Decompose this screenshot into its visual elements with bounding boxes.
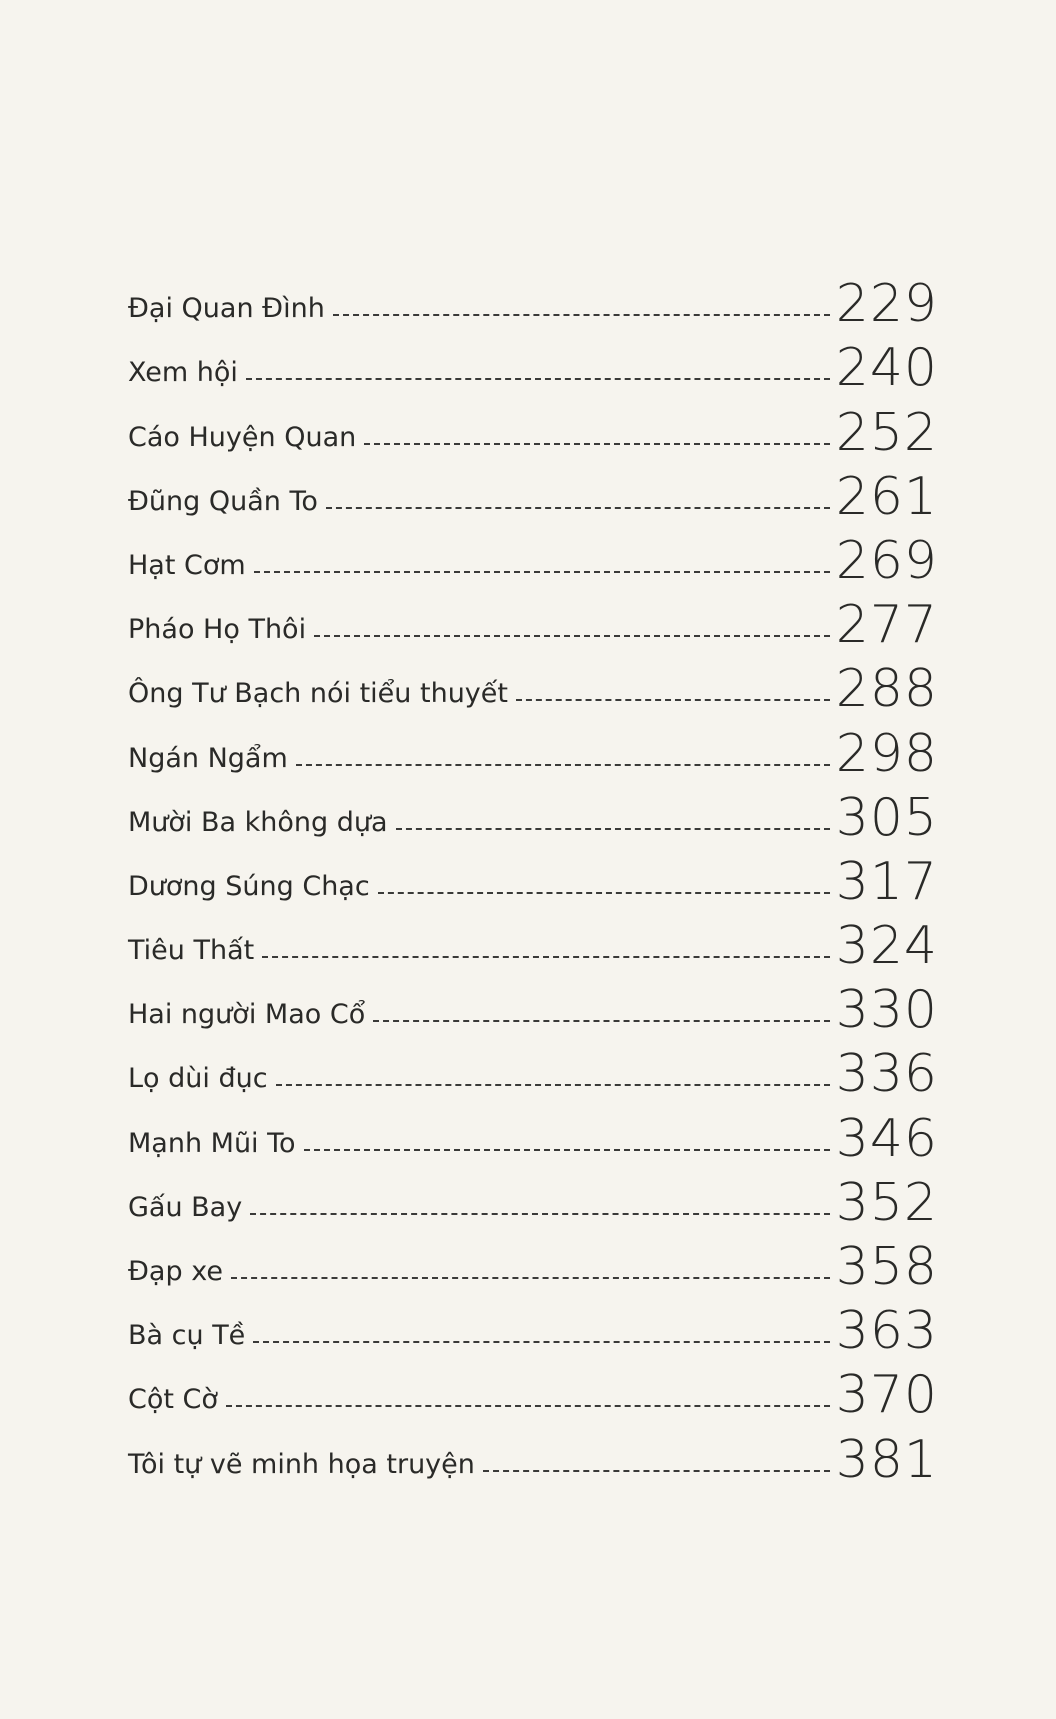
toc-entry-title: Đũng Quần To — [128, 485, 318, 517]
toc-leader-dashes — [296, 764, 830, 766]
toc-entry-page-number: 229 — [835, 274, 938, 335]
toc-entry — [128, 1102, 938, 1169]
toc-entry-page-number: 261 — [835, 466, 938, 527]
toc-entry-page-number: 363 — [835, 1301, 938, 1362]
toc-entry-page-number: 252 — [835, 402, 938, 463]
toc-leader-dashes — [333, 314, 830, 316]
toc-entry-title: Đại Quan Đình — [128, 293, 325, 325]
toc-entry — [128, 332, 938, 399]
toc-leader-dashes — [364, 443, 830, 445]
toc-entry-page-number: 381 — [835, 1429, 938, 1490]
toc-entry-title: Đạp xe — [128, 1256, 223, 1287]
toc-entry-page-number: 346 — [835, 1108, 938, 1169]
toc-entry — [128, 461, 938, 525]
toc-entry-title: Hạt Cơm — [128, 549, 246, 581]
toc-leader-dashes — [250, 1213, 830, 1215]
toc-leader-dashes — [378, 892, 830, 894]
table-of-contents — [128, 268, 938, 1488]
toc-entry-page-number: 352 — [835, 1172, 938, 1233]
toc-entry-title: Cột Cờ — [128, 1384, 218, 1416]
toc-entry-title: Ông Tư Bạch nói tiểu thuyết — [128, 678, 508, 710]
toc-entry-page-number: 305 — [835, 787, 938, 848]
toc-entry-page-number: 324 — [835, 916, 938, 977]
toc-entry-title: Hai người Mao Cổ — [128, 999, 366, 1031]
toc-entry-title: Gấu Bay — [128, 1191, 243, 1223]
toc-leader-dashes — [516, 699, 830, 701]
toc-entry-page-number: 240 — [835, 338, 938, 399]
toc-entry — [128, 910, 938, 977]
toc-entry — [128, 396, 938, 463]
toc-leader-dashes — [276, 1084, 830, 1086]
toc-entry-page-number: 288 — [835, 659, 938, 720]
toc-entry — [128, 525, 938, 589]
toc-entry-title: Mạnh Mũi To — [128, 1127, 296, 1159]
toc-entry-page-number: 330 — [835, 980, 938, 1041]
toc-entry — [128, 782, 938, 846]
toc-entry — [128, 717, 938, 784]
toc-entry — [128, 589, 938, 656]
toc-entry-page-number: 336 — [835, 1044, 938, 1105]
toc-entry — [128, 653, 938, 720]
toc-leader-dashes — [262, 956, 830, 958]
toc-entry — [128, 268, 938, 335]
toc-leader-dashes — [483, 1470, 830, 1472]
toc-leader-dashes — [314, 635, 830, 637]
toc-entry — [128, 846, 938, 910]
toc-entry-title: Pháo Họ Thôi — [128, 614, 307, 646]
toc-entry — [128, 1231, 938, 1295]
toc-entry-page-number: 277 — [835, 595, 938, 656]
toc-entry-page-number: 298 — [835, 723, 938, 784]
toc-leader-dashes — [246, 378, 830, 380]
toc-entry-title: Lọ dùi đục — [128, 1063, 268, 1095]
toc-entry-title: Dương Súng Chạc — [128, 870, 370, 902]
toc-entry — [128, 974, 938, 1041]
toc-leader-dashes — [396, 828, 830, 830]
toc-leader-dashes — [253, 1341, 829, 1343]
toc-entry-title: Ngán Ngẩm — [128, 742, 288, 774]
toc-entry-page-number: 317 — [835, 851, 938, 912]
toc-entry-title: Mười Ba không dựa — [128, 806, 388, 838]
toc-entry — [128, 1359, 938, 1426]
toc-entry-page-number: 370 — [835, 1365, 938, 1426]
toc-entry-page-number: 358 — [835, 1237, 938, 1297]
toc-entry-title: Bà cụ Tề — [128, 1320, 246, 1352]
toc-leader-dashes — [254, 571, 830, 573]
toc-entry-page-number: 269 — [835, 530, 938, 591]
toc-entry — [128, 1423, 938, 1490]
toc-entry-title: Cáo Huyện Quan — [128, 421, 357, 453]
toc-entry — [128, 1038, 938, 1105]
toc-leader-dashes — [373, 1020, 830, 1022]
toc-entry-title: Tôi tự vẽ minh họa truyện — [128, 1448, 475, 1480]
toc-leader-dashes — [304, 1149, 830, 1151]
toc-entry — [128, 1295, 938, 1362]
toc-entry-title: Tiêu Thất — [128, 935, 255, 967]
toc-entry — [128, 1167, 938, 1231]
toc-leader-dashes — [231, 1277, 830, 1279]
toc-leader-dashes — [226, 1405, 830, 1407]
toc-leader-dashes — [326, 507, 830, 509]
toc-entry-title: Xem hội — [128, 357, 238, 389]
